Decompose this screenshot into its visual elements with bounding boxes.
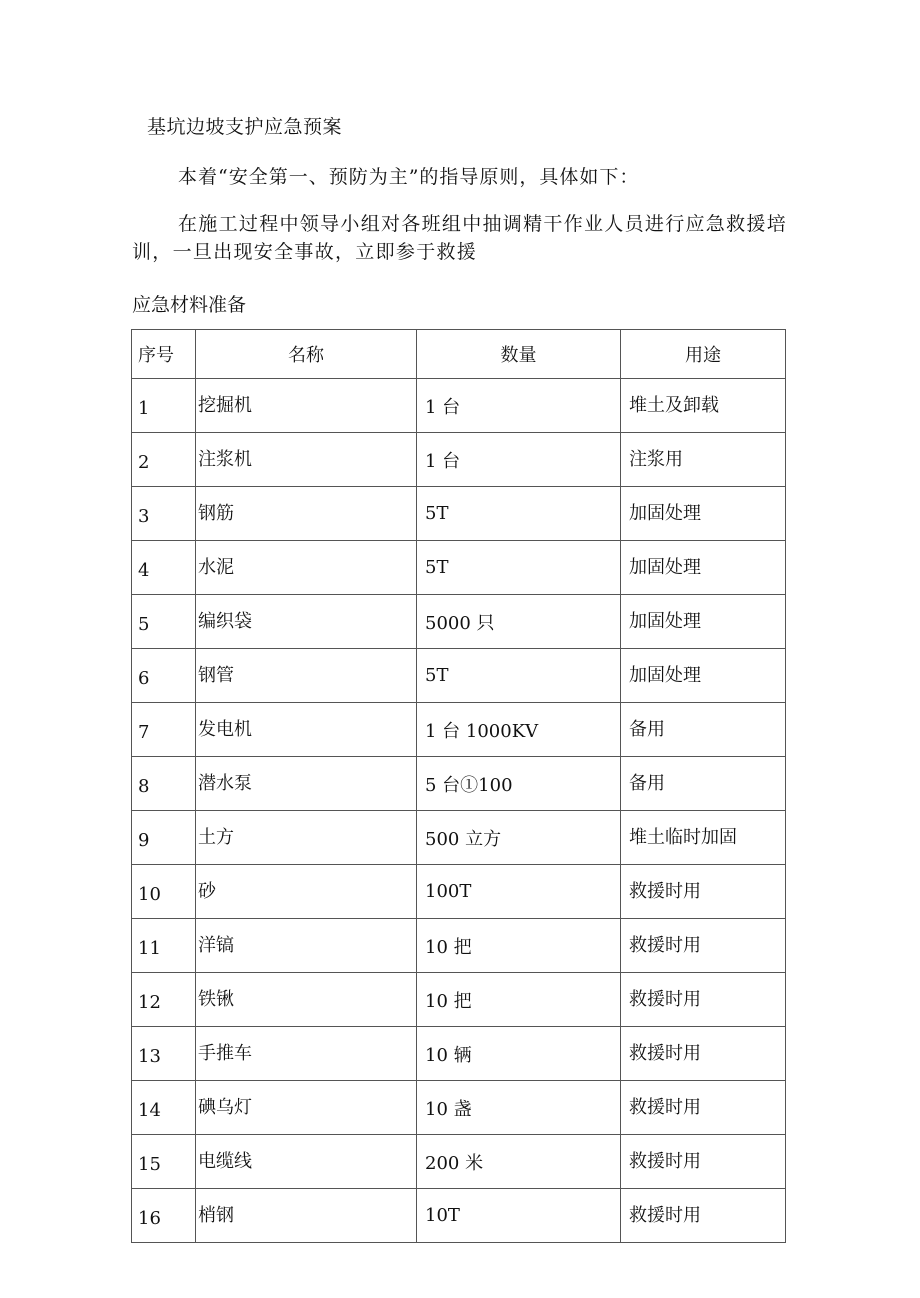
material-quantity: 5T (417, 541, 621, 595)
material-quantity: 5 台①100 (417, 757, 621, 811)
table-row (132, 973, 786, 1027)
material-quantity: 10 辆 (417, 1027, 621, 1081)
table-row (132, 1027, 786, 1081)
material-name: 水泥 (196, 541, 417, 595)
table-row (132, 487, 786, 541)
material-quantity: 1 台 1000KV (417, 703, 621, 757)
material-name: 手推车 (196, 1027, 417, 1081)
table-row (132, 1081, 786, 1135)
row-number: 2 (132, 433, 196, 487)
row-number: 15 (132, 1135, 196, 1189)
material-name: 挖掘机 (196, 379, 417, 433)
material-name: 梢钢 (196, 1189, 417, 1243)
table-row (132, 649, 786, 703)
material-name: 电缆线 (196, 1135, 417, 1189)
row-number: 11 (132, 919, 196, 973)
row-number: 8 (132, 757, 196, 811)
table-row (132, 541, 786, 595)
table-row (132, 757, 786, 811)
material-quantity: 100T (417, 865, 621, 919)
row-number: 12 (132, 973, 196, 1027)
material-quantity: 1 台 (417, 433, 621, 487)
row-number: 9 (132, 811, 196, 865)
table-row (132, 1135, 786, 1189)
row-number: 4 (132, 541, 196, 595)
material-usage: 加固处理 (621, 649, 786, 703)
table-row (132, 595, 786, 649)
row-number: 7 (132, 703, 196, 757)
material-name: 发电机 (196, 703, 417, 757)
header-number: 序号 (132, 330, 196, 379)
row-number: 13 (132, 1027, 196, 1081)
row-number: 3 (132, 487, 196, 541)
material-usage: 备用 (621, 757, 786, 811)
material-quantity: 10 把 (417, 919, 621, 973)
table-row (132, 919, 786, 973)
material-usage: 加固处理 (621, 541, 786, 595)
material-name: 钢管 (196, 649, 417, 703)
material-name: 碘乌灯 (196, 1081, 417, 1135)
material-usage: 救援时用 (621, 1027, 786, 1081)
header-name: 名称 (196, 330, 417, 379)
table-row (132, 703, 786, 757)
material-quantity: 500 立方 (417, 811, 621, 865)
materials-table (131, 329, 786, 1243)
table-row (132, 433, 786, 487)
section-heading: 应急材料准备 (132, 294, 247, 316)
material-name: 砂 (196, 865, 417, 919)
row-number: 14 (132, 1081, 196, 1135)
table-row (132, 1189, 786, 1243)
table-row (132, 865, 786, 919)
material-quantity: 1 台 (417, 379, 621, 433)
material-name: 洋镐 (196, 919, 417, 973)
material-name: 注浆机 (196, 433, 417, 487)
training-paragraph: 在施工过程中领导小组对各班组中抽调精干作业人员进行应急救援培训，一旦出现安全事故，立即参于救援 (132, 213, 788, 263)
row-number: 1 (132, 379, 196, 433)
table-row (132, 811, 786, 865)
material-usage: 加固处理 (621, 487, 786, 541)
material-usage: 救援时用 (621, 1135, 786, 1189)
material-quantity: 5T (417, 487, 621, 541)
row-number: 16 (132, 1189, 196, 1243)
guiding-principle-paragraph: 本着“安全第一、预防为主”的指导原则，具体如下： (178, 166, 640, 188)
document-title: 基坑边坡支护应急预案 (147, 116, 343, 138)
material-usage: 堆土及卸载 (621, 379, 786, 433)
material-name: 编织袋 (196, 595, 417, 649)
material-usage: 堆土临时加固 (621, 811, 786, 865)
material-quantity: 5000 只 (417, 595, 621, 649)
material-quantity: 10T (417, 1189, 621, 1243)
material-usage: 救援时用 (621, 919, 786, 973)
row-number: 10 (132, 865, 196, 919)
row-number: 5 (132, 595, 196, 649)
material-usage: 救援时用 (621, 1081, 786, 1135)
material-quantity: 5T (417, 649, 621, 703)
material-quantity: 10 把 (417, 973, 621, 1027)
table-row (132, 379, 786, 433)
material-usage: 救援时用 (621, 1189, 786, 1243)
row-number: 6 (132, 649, 196, 703)
material-name: 土方 (196, 811, 417, 865)
material-name: 铁锹 (196, 973, 417, 1027)
header-usage: 用途 (621, 330, 786, 379)
material-quantity: 200 米 (417, 1135, 621, 1189)
material-usage: 备用 (621, 703, 786, 757)
material-usage: 注浆用 (621, 433, 786, 487)
material-name: 潜水泵 (196, 757, 417, 811)
material-name: 钢筋 (196, 487, 417, 541)
material-usage: 救援时用 (621, 865, 786, 919)
header-quantity: 数量 (417, 330, 621, 379)
material-usage: 救援时用 (621, 973, 786, 1027)
material-quantity: 10 盏 (417, 1081, 621, 1135)
material-usage: 加固处理 (621, 595, 786, 649)
table-header-row (132, 330, 786, 379)
